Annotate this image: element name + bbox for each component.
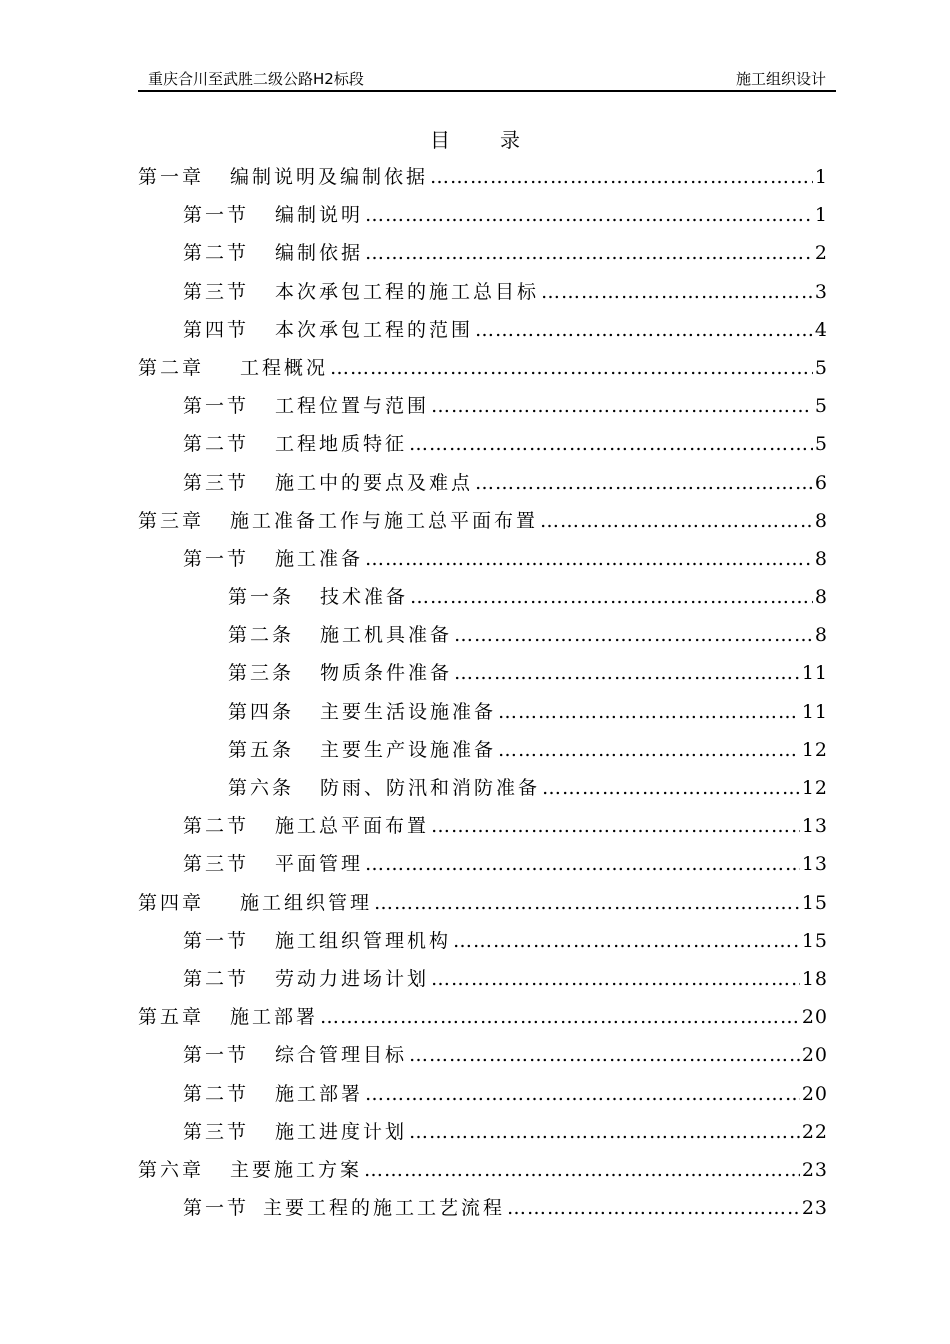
toc-entry[interactable] — [138, 960, 828, 998]
toc-entry-leader-dots — [542, 769, 800, 807]
toc-entry-label: 施工中的要点及难点 — [275, 471, 474, 494]
toc-entry-number: 第三章 — [138, 509, 205, 532]
toc-entry[interactable] — [138, 1036, 828, 1074]
toc-entry[interactable] — [138, 1113, 828, 1151]
toc-entry-page-number: 11 — [801, 662, 828, 685]
toc-entry-page-number: 5 — [814, 433, 828, 456]
toc-entry-number: 第一章 — [138, 166, 205, 188]
toc-entry-page-number: 22 — [801, 1120, 828, 1143]
toc-entry-number: 第二条 — [228, 624, 295, 647]
toc-entry-leader-dots — [365, 540, 813, 578]
toc-entry-page-number: 20 — [801, 1082, 828, 1105]
toc-entry-page-number: 12 — [801, 738, 828, 761]
toc-entry[interactable] — [138, 196, 828, 234]
toc-entry-page-number: 8 — [814, 624, 828, 647]
toc-entry-label: 编制依据 — [275, 242, 364, 265]
toc-entry[interactable] — [138, 540, 828, 578]
toc-entry-label: 施工准备工作与施工总平面布置 — [230, 509, 539, 532]
toc-entry-leader-dots — [541, 273, 813, 311]
toc-entry-number: 第二节 — [183, 815, 250, 838]
toc-entry-number: 第一节 — [183, 395, 250, 418]
toc-entry-label: 施工部署 — [230, 1006, 319, 1029]
toc-entry[interactable] — [138, 616, 828, 654]
toc-entry-label: 施工组织管理 — [240, 891, 373, 914]
toc-entry-leader-dots — [453, 922, 800, 960]
toc-entry-number: 第五条 — [228, 738, 295, 761]
toc-entry-page-number: 18 — [801, 967, 828, 990]
toc-entry[interactable] — [138, 731, 828, 769]
toc-entry-number: 第二节 — [183, 967, 250, 990]
toc-entry-number: 第一节 — [183, 204, 250, 227]
toc-entry-number: 第三节 — [183, 1120, 250, 1143]
toc-entry-label: 施工准备 — [275, 547, 364, 570]
toc-entry-page-number: 13 — [801, 815, 828, 838]
toc-entry-number: 第一节 — [183, 929, 250, 952]
toc-entry-page-number: 20 — [801, 1006, 828, 1029]
toc-entry[interactable] — [138, 425, 828, 463]
toc-entry[interactable] — [138, 349, 828, 387]
toc-entry-page-number: 15 — [801, 891, 828, 914]
toc-entry-page-number: 4 — [814, 318, 828, 341]
toc-entry-number: 第三节 — [183, 280, 250, 303]
toc-entry-number: 第二节 — [183, 1082, 250, 1105]
toc-entry-label: 编制说明 — [275, 204, 364, 227]
toc-entry-page-number: 1 — [814, 204, 828, 227]
toc-entry-label: 主要工程的施工工艺流程 — [263, 1197, 506, 1220]
toc-entry-leader-dots — [365, 1075, 800, 1113]
toc-entry-leader-dots — [454, 654, 800, 692]
toc-entry-leader-dots — [409, 1036, 800, 1074]
toc-entry-label: 物质条件准备 — [320, 662, 453, 685]
page-header — [138, 66, 836, 92]
toc-entry-page-number: 15 — [801, 929, 828, 952]
toc-entry-label: 主要生产设施准备 — [320, 738, 497, 761]
toc-entry-label: 劳动力进场计划 — [275, 967, 430, 990]
toc-entry-number: 第六条 — [228, 777, 295, 799]
toc-entry[interactable] — [138, 1189, 828, 1227]
toc-entry-leader-dots — [410, 578, 813, 616]
toc-entry-number: 第三节 — [183, 853, 250, 876]
toc-entry-page-number: 3 — [814, 280, 828, 303]
toc-entry-label: 施工进度计划 — [275, 1120, 408, 1143]
header-document-type: 施工组织设计 — [735, 70, 826, 88]
toc-entry-leader-dots — [409, 1113, 800, 1151]
toc-entry-page-number: 5 — [814, 356, 828, 379]
toc-entry[interactable] — [138, 273, 828, 311]
toc-entry-label: 主要生活设施准备 — [320, 700, 497, 723]
toc-entry[interactable] — [138, 387, 828, 425]
toc-entry-leader-dots — [498, 731, 800, 769]
toc-entry[interactable] — [138, 464, 828, 502]
toc-entry-leader-dots — [365, 234, 813, 272]
toc-entry-number: 第一节 — [183, 1197, 250, 1220]
toc-entry-leader-dots — [498, 693, 800, 731]
toc-entry-leader-dots — [365, 845, 800, 883]
toc-entry-label: 本次承包工程的施工总目标 — [275, 280, 540, 303]
toc-entry-page-number: 23 — [801, 1197, 828, 1220]
toc-entry[interactable] — [138, 578, 828, 616]
toc-entry-number: 第四条 — [228, 700, 295, 723]
toc-entry-number: 第六章 — [138, 1158, 205, 1181]
toc-entry-number: 第四节 — [183, 318, 250, 341]
toc-entry-leader-dots — [365, 196, 813, 234]
toc-entry-label: 工程地质特征 — [275, 433, 408, 456]
toc-entry-number: 第三节 — [183, 471, 250, 494]
toc-entry-page-number: 11 — [801, 700, 828, 723]
table-of-contents — [138, 158, 828, 1227]
toc-entry-number: 第三条 — [228, 662, 295, 685]
toc-entry-page-number: 20 — [801, 1044, 828, 1067]
toc-entry-page-number: 8 — [814, 547, 828, 570]
toc-entry[interactable] — [138, 158, 828, 196]
toc-entry-label: 施工机具准备 — [320, 624, 453, 647]
toc-entry[interactable] — [138, 502, 828, 540]
toc-entry-number: 第一节 — [183, 1044, 250, 1067]
toc-entry-page-number: 8 — [814, 586, 828, 609]
toc-entry-leader-dots — [507, 1189, 800, 1227]
toc-entry-page-number: 12 — [801, 777, 828, 799]
toc-entry-leader-dots — [431, 807, 800, 845]
toc-entry-label: 技术准备 — [320, 586, 409, 609]
toc-entry[interactable] — [138, 693, 828, 731]
toc-entry-label: 主要施工方案 — [230, 1158, 363, 1181]
toc-entry[interactable] — [138, 234, 828, 272]
toc-entry-leader-dots — [475, 464, 813, 502]
toc-entry-page-number: 6 — [814, 471, 828, 494]
toc-entry-number: 第四章 — [138, 891, 205, 914]
toc-entry[interactable] — [138, 884, 828, 922]
toc-entry[interactable] — [138, 311, 828, 349]
toc-entry[interactable] — [138, 1075, 828, 1113]
toc-entry-label: 本次承包工程的范围 — [275, 318, 474, 341]
toc-entry[interactable] — [138, 998, 828, 1036]
toc-entry-page-number: 5 — [814, 395, 828, 418]
toc-entry-label: 防雨、防汛和消防准备 — [320, 777, 541, 799]
toc-entry-number: 第五章 — [138, 1006, 205, 1029]
toc-entry-page-number: 2 — [814, 242, 828, 265]
toc-entry-leader-dots — [454, 616, 813, 654]
toc-entry[interactable] — [138, 1151, 828, 1189]
toc-entry-label: 工程概况 — [240, 356, 329, 379]
toc-entry-label: 施工部署 — [275, 1082, 364, 1105]
toc-entry[interactable] — [138, 654, 828, 692]
toc-entry[interactable] — [138, 845, 828, 883]
toc-entry-leader-dots — [409, 425, 813, 463]
toc-entry-number: 第一条 — [228, 586, 295, 609]
toc-entry-leader-dots — [431, 387, 813, 425]
toc-entry-leader-dots — [364, 1151, 800, 1189]
toc-entry-leader-dots — [540, 502, 813, 540]
toc-entry-number: 第二节 — [183, 242, 250, 265]
toc-entry[interactable] — [138, 807, 828, 845]
toc-entry-label: 平面管理 — [275, 853, 364, 876]
toc-entry-number: 第二节 — [183, 433, 250, 456]
toc-entry-leader-dots — [320, 998, 800, 1036]
toc-entry-number: 第一节 — [183, 547, 250, 570]
toc-entry-leader-dots — [475, 311, 813, 349]
toc-entry-label: 施工组织管理机构 — [275, 929, 452, 952]
toc-entry-label: 编制说明及编制依据 — [230, 166, 429, 188]
toc-entry-label: 综合管理目标 — [275, 1044, 408, 1067]
toc-entry-leader-dots — [330, 349, 813, 387]
toc-entry-label: 施工总平面布置 — [275, 815, 430, 838]
toc-entry-page-number: 23 — [801, 1158, 828, 1181]
toc-entry-leader-dots — [374, 884, 800, 922]
toc-entry-leader-dots — [430, 158, 813, 196]
toc-title: 目录 — [430, 128, 570, 152]
header-project-name: 重庆合川至武胜二级公路H2标段 — [148, 70, 364, 88]
toc-entry[interactable] — [138, 922, 828, 960]
toc-entry-page-number: 8 — [814, 509, 828, 532]
toc-entry-label: 工程位置与范围 — [275, 395, 430, 418]
toc-entry[interactable] — [138, 769, 828, 807]
toc-entry-page-number: 1 — [814, 166, 828, 188]
toc-entry-number: 第二章 — [138, 356, 205, 379]
toc-entry-leader-dots — [431, 960, 800, 998]
toc-entry-page-number: 13 — [801, 853, 828, 876]
